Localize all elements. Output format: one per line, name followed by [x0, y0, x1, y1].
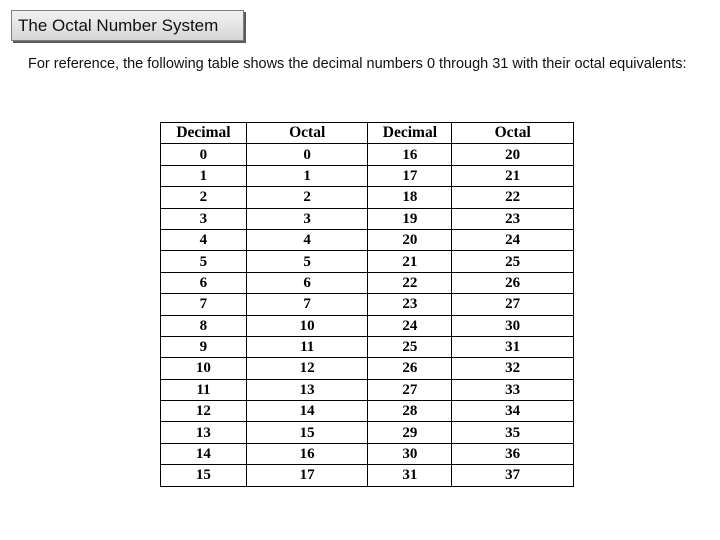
decimal-cell: 4: [161, 229, 247, 250]
decimal-cell: 21: [368, 251, 452, 272]
octal-cell: 2: [246, 187, 368, 208]
decimal-cell: 7: [161, 294, 247, 315]
octal-cell: 36: [452, 443, 574, 464]
octal-cell: 14: [246, 401, 368, 422]
decimal-cell: 11: [161, 379, 247, 400]
octal-cell: 31: [452, 336, 574, 357]
table-row: [161, 165, 574, 186]
decimal-cell: 1: [161, 165, 247, 186]
octal-cell: 20: [452, 144, 574, 165]
decimal-cell: 10: [161, 358, 247, 379]
table-row: [161, 443, 574, 464]
octal-cell: 27: [452, 294, 574, 315]
table-row: [161, 187, 574, 208]
table-row: [161, 294, 574, 315]
octal-cell: 23: [452, 208, 574, 229]
decimal-cell: 27: [368, 379, 452, 400]
octal-cell: 33: [452, 379, 574, 400]
header-octal-1: Octal: [246, 123, 368, 144]
table-row: [161, 208, 574, 229]
decimal-cell: 8: [161, 315, 247, 336]
intro-paragraph: For reference, the following table shows the decimal numbers 0 through 31 with their octal equivalents:: [28, 56, 687, 72]
decimal-cell: 2: [161, 187, 247, 208]
decimal-cell: 17: [368, 165, 452, 186]
octal-cell: 21: [452, 165, 574, 186]
octal-cell: 37: [452, 465, 574, 486]
table-row: [161, 251, 574, 272]
octal-cell: 12: [246, 358, 368, 379]
decimal-cell: 24: [368, 315, 452, 336]
octal-cell: 1: [246, 165, 368, 186]
slide-title: The Octal Number System: [11, 10, 244, 41]
decimal-cell: 26: [368, 358, 452, 379]
decimal-cell: 5: [161, 251, 247, 272]
octal-cell: 13: [246, 379, 368, 400]
octal-cell: 35: [452, 422, 574, 443]
table-row: [161, 229, 574, 250]
table-row: [161, 465, 574, 486]
decimal-cell: 30: [368, 443, 452, 464]
decimal-octal-table: [160, 122, 574, 487]
octal-cell: 3: [246, 208, 368, 229]
octal-cell: 5: [246, 251, 368, 272]
octal-cell: 7: [246, 294, 368, 315]
decimal-cell: 0: [161, 144, 247, 165]
decimal-cell: 12: [161, 401, 247, 422]
header-octal-2: Octal: [452, 123, 574, 144]
octal-cell: 22: [452, 187, 574, 208]
table-row: [161, 401, 574, 422]
octal-cell: 17: [246, 465, 368, 486]
table-header-row: [161, 123, 574, 144]
decimal-cell: 23: [368, 294, 452, 315]
decimal-cell: 18: [368, 187, 452, 208]
octal-cell: 10: [246, 315, 368, 336]
octal-cell: 11: [246, 336, 368, 357]
table-row: [161, 336, 574, 357]
decimal-cell: 3: [161, 208, 247, 229]
decimal-cell: 28: [368, 401, 452, 422]
header-decimal-1: Decimal: [161, 123, 247, 144]
octal-cell: 6: [246, 272, 368, 293]
octal-cell: 34: [452, 401, 574, 422]
table-row: [161, 422, 574, 443]
decimal-cell: 14: [161, 443, 247, 464]
octal-cell: 15: [246, 422, 368, 443]
table-row: [161, 379, 574, 400]
octal-cell: 30: [452, 315, 574, 336]
decimal-cell: 31: [368, 465, 452, 486]
decimal-cell: 29: [368, 422, 452, 443]
octal-cell: 26: [452, 272, 574, 293]
table-row: [161, 144, 574, 165]
decimal-cell: 22: [368, 272, 452, 293]
octal-cell: 24: [452, 229, 574, 250]
decimal-cell: 6: [161, 272, 247, 293]
decimal-cell: 13: [161, 422, 247, 443]
decimal-cell: 9: [161, 336, 247, 357]
decimal-cell: 19: [368, 208, 452, 229]
decimal-cell: 25: [368, 336, 452, 357]
table-row: [161, 358, 574, 379]
header-decimal-2: Decimal: [368, 123, 452, 144]
decimal-cell: 16: [368, 144, 452, 165]
octal-cell: 25: [452, 251, 574, 272]
octal-cell: 4: [246, 229, 368, 250]
table-row: [161, 315, 574, 336]
octal-cell: 16: [246, 443, 368, 464]
table-row: [161, 272, 574, 293]
octal-cell: 32: [452, 358, 574, 379]
octal-cell: 0: [246, 144, 368, 165]
decimal-cell: 15: [161, 465, 247, 486]
decimal-cell: 20: [368, 229, 452, 250]
table-body: [161, 144, 574, 486]
